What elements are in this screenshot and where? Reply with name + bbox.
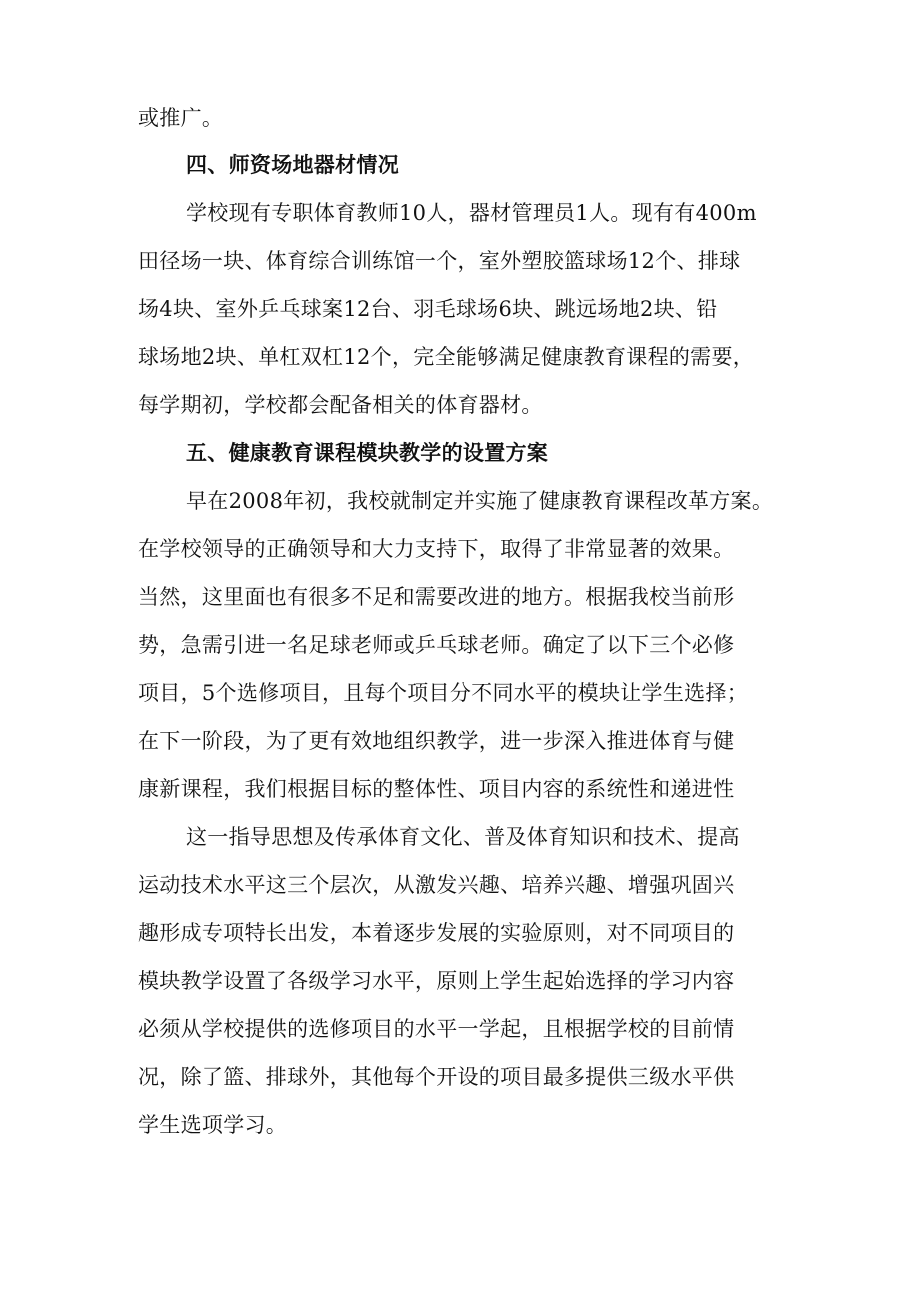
text-line: 学生选项学习。 bbox=[138, 1113, 288, 1137]
text-line: 场4块、室外乒乓球案12台、羽毛球场6块、跳远场地2块、铅 bbox=[138, 297, 718, 321]
text-line: 项目，5个选修项目，且每个项目分不同水平的模块让学生选择； bbox=[138, 681, 749, 705]
section-heading-5: 五、健康教育课程模块教学的设置方案 bbox=[186, 441, 549, 465]
text-line: 必须从学校提供的选修项目的水平一学起，且根据学校的目前情 bbox=[138, 1017, 735, 1041]
text-line: 每学期初，学校都会配备相关的体育器材。 bbox=[138, 393, 543, 417]
paragraph-fragment: 或推广。 bbox=[138, 106, 224, 130]
text-line: 运动技术水平这三个层次，从激发兴趣、培养兴趣、增强巩固兴 bbox=[138, 873, 735, 897]
text-line: 趣形成专项特长出发，本着逐步发展的实验原则，对不同项目的 bbox=[138, 921, 735, 945]
text-line: 况，除了篮、排球外，其他每个开设的项目最多提供三级水平供 bbox=[138, 1065, 735, 1089]
text-line: 这一指导思想及传承体育文化、普及体育知识和技术、提高 bbox=[186, 825, 740, 849]
text-line: 在下一阶段，为了更有效地组织教学，进一步深入推进体育与健 bbox=[138, 729, 735, 753]
text-line: 康新课程，我们根据目标的整体性、项目内容的系统性和递进性 bbox=[138, 777, 735, 801]
text-line: 田径场一块、体育综合训练馆一个，室外塑胶篮球场12个、排球 bbox=[138, 249, 741, 273]
text-line: 学校现有专职体育教师10人，器材管理员1人。现有有400m bbox=[186, 201, 757, 225]
text-line: 当然，这里面也有很多不足和需要改进的地方。根据我校当前形 bbox=[138, 585, 735, 609]
text-line: 早在2008年初，我校就制定并实施了健康教育课程改革方案。 bbox=[186, 489, 774, 513]
text-line: 势，急需引进一名足球老师或乒乓球老师。确定了以下三个必修 bbox=[138, 633, 735, 657]
text-line: 模块教学设置了各级学习水平，原则上学生起始选择的学习内容 bbox=[138, 969, 735, 993]
section-heading-4: 四、师资场地器材情况 bbox=[186, 153, 399, 177]
text-line: 球场地2块、单杠双杠12个，完全能够满足健康教育课程的需要， bbox=[138, 345, 755, 369]
text-line: 在学校领导的正确领导和大力支持下，取得了非常显著的效果。 bbox=[138, 537, 735, 561]
